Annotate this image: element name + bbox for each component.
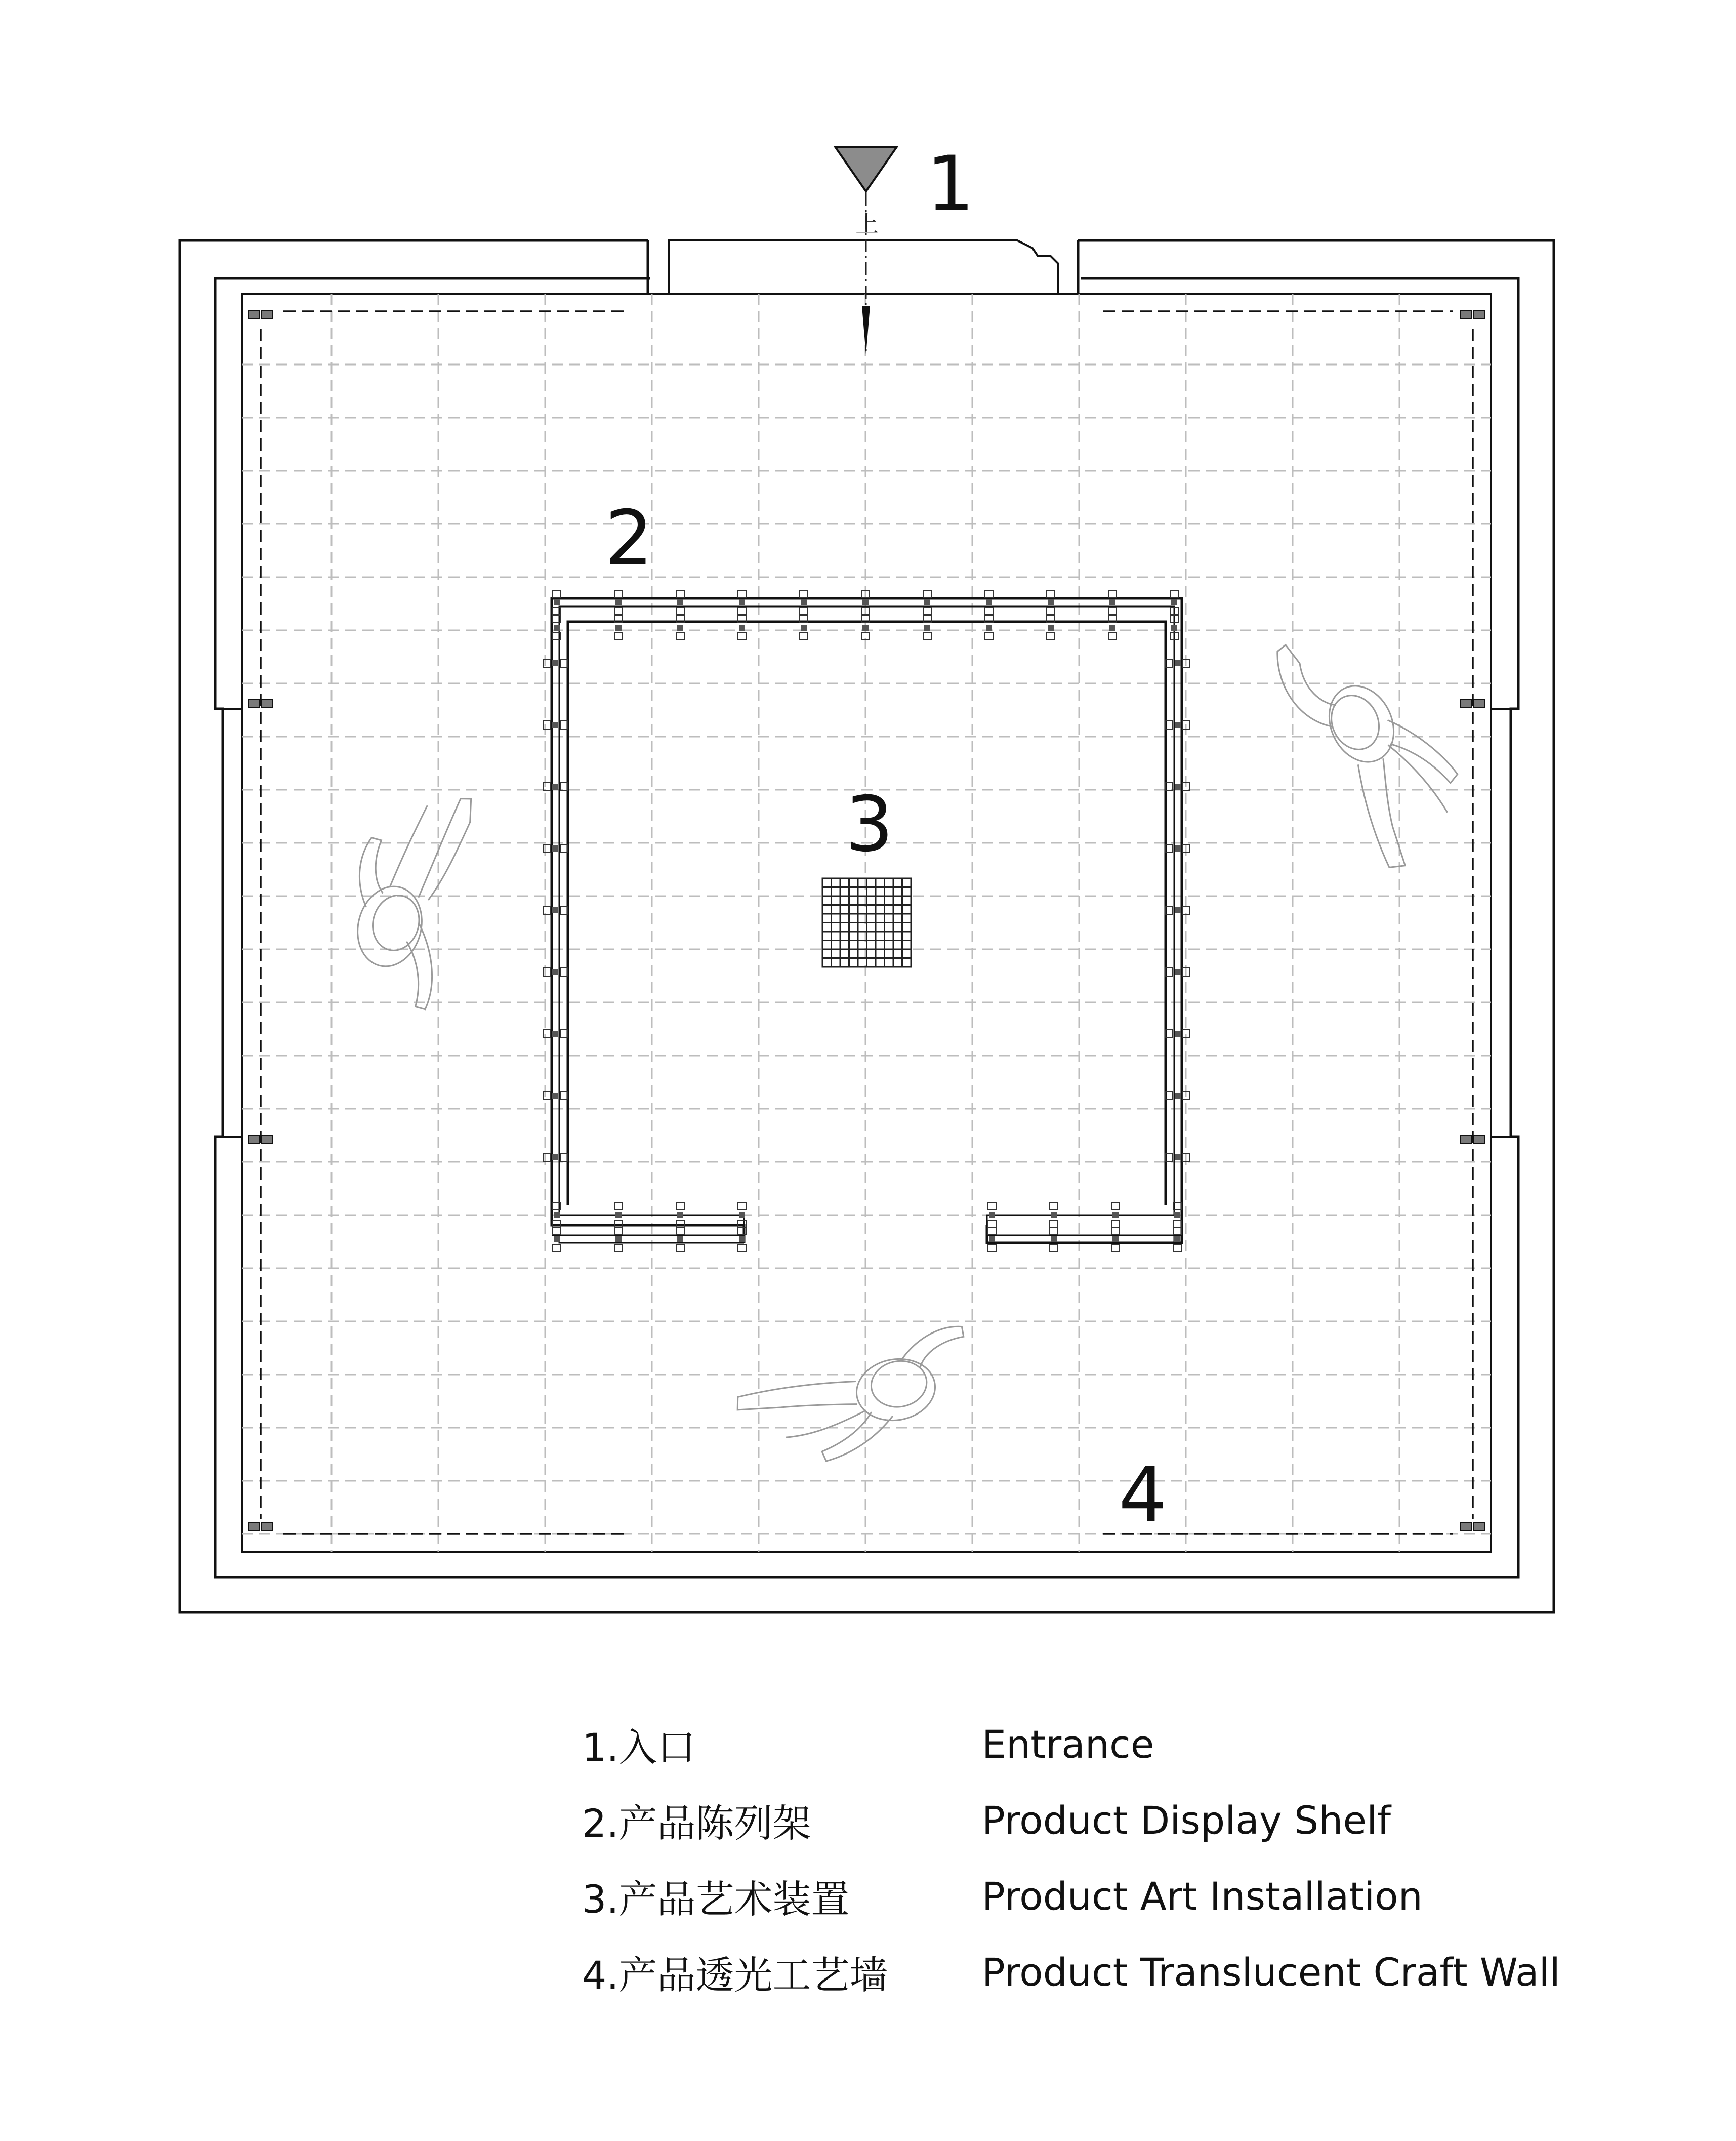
shelf-bracket: [1047, 608, 1055, 615]
shelf-bracket: [1111, 1227, 1120, 1234]
shelf-post: [924, 625, 930, 631]
shelf-post: [552, 1093, 558, 1099]
shelf-bracket: [985, 608, 993, 615]
entrance-triangle-icon: [835, 147, 897, 191]
shelf-bracket: [1111, 1244, 1120, 1251]
shelf-bracket: [553, 590, 561, 597]
shelf-post: [1109, 599, 1115, 605]
fixture-marker: [1474, 1135, 1485, 1143]
shelf-post: [1174, 1212, 1180, 1218]
shelf-bracket: [1050, 1227, 1058, 1234]
shelf-bracket: [1173, 1244, 1181, 1251]
shelf-bracket: [560, 1092, 567, 1100]
legend-english-label: Product Art Installation: [982, 1873, 1423, 1919]
shelf-bracket: [988, 1220, 996, 1227]
person-figure-right: [1269, 602, 1483, 880]
fixture-marker: [1474, 1522, 1485, 1530]
legend-english-label: Product Display Shelf: [982, 1797, 1391, 1843]
shelf-bracket: [738, 590, 746, 597]
shelf-bracket: [676, 1227, 684, 1234]
fixture-marker: [1461, 1135, 1472, 1143]
shelf-bracket: [560, 1153, 567, 1161]
shelf-bracket: [553, 1227, 561, 1234]
shelf-post: [1175, 722, 1181, 728]
shelf-bracket: [543, 659, 550, 667]
fixture-marker: [249, 311, 260, 319]
legend: [582, 1706, 1696, 2010]
shelf-bracket: [985, 633, 993, 640]
shelf-post: [554, 599, 560, 605]
fixture-marker: [1461, 700, 1472, 708]
shelf-bracket: [1050, 1220, 1058, 1227]
shelf-post: [1175, 845, 1181, 852]
shelf-bracket: [1050, 1244, 1058, 1251]
legend-item: [582, 1782, 1696, 1858]
fixture-marker: [262, 311, 273, 319]
legend-number: 4.: [582, 1952, 619, 1998]
shelf-post: [739, 1236, 745, 1242]
shelf-bracket: [1050, 1203, 1058, 1210]
shelf-bracket: [553, 1244, 561, 1251]
side-niche-left: [223, 709, 242, 1137]
shelf-post: [677, 1236, 683, 1242]
entrance-arrow: [835, 147, 897, 354]
shelf-post: [1112, 1236, 1119, 1242]
shelf-bracket: [1108, 633, 1117, 640]
shelf-post: [1174, 1236, 1180, 1242]
shelf-post: [986, 599, 992, 605]
shelf-bracket: [800, 608, 808, 615]
shelf-post: [677, 625, 683, 631]
shelf-bracket: [614, 633, 623, 640]
shelf-bracket: [676, 608, 684, 615]
shelf-post: [1175, 907, 1181, 913]
fixture-marker: [262, 1522, 273, 1530]
shelf-bracket: [543, 721, 550, 729]
shelf-post: [615, 1212, 622, 1218]
fixture-marker: [249, 1522, 260, 1530]
shelf-bracket: [614, 1244, 623, 1251]
shelf-bracket: [614, 590, 623, 597]
shelf-post: [1175, 1031, 1181, 1037]
fixture-marker: [1474, 311, 1485, 319]
shelf-bracket: [1108, 590, 1117, 597]
entrance-arrow-label: 上: [855, 210, 879, 237]
legend-item: [582, 1706, 1696, 1782]
shelf-bracket: [614, 1203, 623, 1210]
person-figure-bottom: [730, 1325, 981, 1475]
shelf-bracket: [988, 1203, 996, 1210]
shelf-bracket: [560, 844, 567, 853]
fixture-marker: [249, 1135, 260, 1143]
legend-chinese-label: 产品透光工艺墙: [618, 1952, 888, 1998]
product-art-installation: [822, 878, 911, 967]
side-niche-right: [1491, 709, 1511, 1137]
shelf-bracket: [985, 590, 993, 597]
shelf-post: [739, 1212, 745, 1218]
shelf-post: [862, 599, 869, 605]
people-figures: [328, 602, 1483, 1475]
shelf-post: [677, 1212, 683, 1218]
shelf-bracket: [1047, 633, 1055, 640]
shelf-bracket: [1111, 1203, 1120, 1210]
shelf-post: [1051, 1212, 1057, 1218]
legend-item: [582, 1858, 1696, 1934]
shelf-post: [924, 599, 930, 605]
shelf-post: [1175, 1154, 1181, 1160]
shelf-bracket: [738, 633, 746, 640]
shelf-post: [1048, 599, 1054, 605]
fixture-marker: [262, 700, 273, 708]
shelf-post: [554, 625, 560, 631]
shelf-bracket: [738, 1203, 746, 1210]
shelf-post: [552, 660, 558, 666]
shelf-post: [739, 599, 745, 605]
shelf-post: [552, 969, 558, 975]
shelf-post: [1112, 1212, 1119, 1218]
shelf-bracket: [738, 1244, 746, 1251]
shelf-post: [1048, 625, 1054, 631]
shelf-bracket: [988, 1227, 996, 1234]
shelf-bracket: [923, 590, 931, 597]
shelf-post: [862, 625, 869, 631]
shelf-bracket: [676, 590, 684, 597]
shelf-bracket: [923, 608, 931, 615]
shelf-post: [739, 625, 745, 631]
entrance-door-frame: [669, 240, 1058, 294]
legend-english-label: Product Translucent Craft Wall: [982, 1949, 1560, 1995]
shelf-bracket: [676, 1244, 684, 1251]
fixture-marker: [1461, 311, 1472, 319]
up-arrow-icon: [862, 306, 870, 354]
fixture-marker: [1474, 700, 1485, 708]
shelf-post: [989, 1212, 995, 1218]
legend-number: 3.: [582, 1876, 619, 1922]
legend-number: 1.: [582, 1724, 619, 1770]
shelf-post: [552, 1031, 558, 1037]
shelf-bracket: [1173, 1220, 1181, 1227]
legend-chinese-label: 产品陈列架: [618, 1800, 811, 1846]
shelf-bracket: [543, 1092, 550, 1100]
shelf-post: [1175, 1093, 1181, 1099]
shelf-bracket: [614, 1227, 623, 1234]
shelf-post: [1175, 969, 1181, 975]
shelf-post: [801, 625, 807, 631]
shelf-bracket: [614, 608, 623, 615]
callout-shelf: 2: [605, 495, 653, 583]
shelf-bracket: [1108, 608, 1117, 615]
shelf-post: [1175, 660, 1181, 666]
shelf-bracket: [988, 1244, 996, 1251]
shelf-post: [801, 599, 807, 605]
legend-chinese-label: 产品艺术装置: [618, 1876, 850, 1922]
shelf-bracket: [560, 1030, 567, 1038]
callout-installation: 3: [845, 781, 894, 869]
shelf-bracket: [800, 633, 808, 640]
shelf-bracket: [543, 1153, 550, 1161]
shelf-bracket: [1047, 590, 1055, 597]
shelf-post: [615, 599, 622, 605]
shelf-bracket: [1111, 1220, 1120, 1227]
shelf-bracket: [560, 721, 567, 729]
shelf-bracket: [1183, 906, 1190, 914]
legend-chinese-label: 入口: [618, 1724, 696, 1770]
shelf-bracket: [560, 659, 567, 667]
shelf-post: [554, 1212, 560, 1218]
shelf-bracket: [1170, 590, 1178, 597]
shelf-post: [1175, 784, 1181, 790]
shelf-bracket: [543, 1030, 550, 1038]
shelf-bracket: [543, 844, 550, 853]
shelf-post: [1051, 1236, 1057, 1242]
legend-item: [582, 1934, 1696, 2010]
shelf-post: [552, 722, 558, 728]
shelf-post: [554, 1236, 560, 1242]
callout-entrance: 1: [926, 140, 975, 228]
shelf-post: [552, 1154, 558, 1160]
fixture-marker: [1461, 1522, 1472, 1530]
shelf-bracket: [923, 633, 931, 640]
shelf-post: [989, 1236, 995, 1242]
fixture-marker: [249, 700, 260, 708]
shelf-post: [1109, 625, 1115, 631]
shelf-bracket: [676, 633, 684, 640]
shelf-post: [552, 907, 558, 913]
shelf-bracket: [800, 590, 808, 597]
legend-number: 2.: [582, 1800, 619, 1846]
shelf-bracket: [560, 906, 567, 914]
shelf-bracket: [1173, 1227, 1181, 1234]
shelf-post: [986, 625, 992, 631]
shelf-post: [1171, 599, 1177, 605]
shelf-bracket: [560, 968, 567, 976]
shelf-post: [677, 599, 683, 605]
callout-wall: 4: [1119, 1451, 1167, 1540]
shelf-post: [615, 1236, 622, 1242]
shelf-post: [552, 845, 558, 852]
shelf-post: [1171, 625, 1177, 631]
shelf-bracket: [543, 906, 550, 914]
fixture-marker: [262, 1135, 273, 1143]
shelf-bracket: [738, 608, 746, 615]
legend-english-label: Entrance: [982, 1721, 1154, 1767]
shelf-bracket: [543, 968, 550, 976]
shelf-post: [552, 784, 558, 790]
shelf-post: [615, 625, 622, 631]
person-figure-left: [328, 776, 482, 1009]
shelf-bracket: [676, 1203, 684, 1210]
